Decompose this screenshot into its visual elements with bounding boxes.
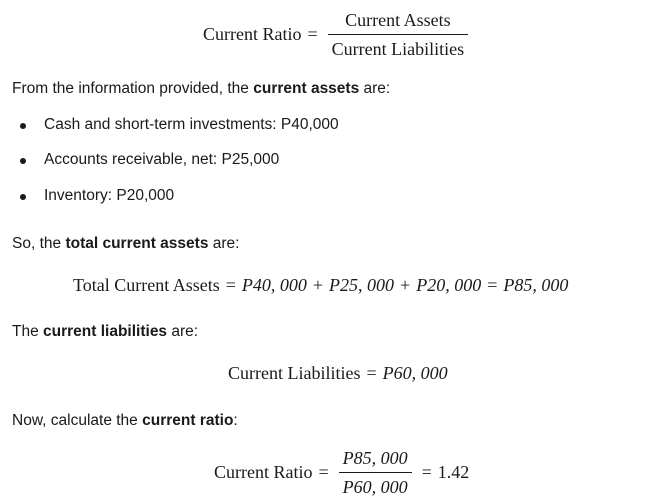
equals-sign: = xyxy=(307,24,318,44)
current-ratio-formula xyxy=(203,9,472,60)
total-eq-lhs: Total Current Assets xyxy=(73,274,220,295)
equals-sign: = xyxy=(366,362,377,383)
list-item-label: Accounts receivable, net: P25,000 xyxy=(44,151,280,168)
intro-prefix: From the information provided, the xyxy=(12,80,254,97)
current-assets-intro xyxy=(12,79,390,99)
calc-intro-suffix: : xyxy=(233,412,238,429)
liab-value: P60, 000 xyxy=(382,362,448,383)
liabilities-equation xyxy=(228,361,448,385)
ratio-result: 1.42 xyxy=(437,462,470,482)
formula-numerator: Current Assets xyxy=(345,10,451,30)
list-item-label: Cash and short-term investments: P40,000 xyxy=(44,116,339,133)
formula-fraction xyxy=(328,9,468,60)
term-receivables: P25, 000 xyxy=(329,274,395,295)
bullet-icon xyxy=(20,194,26,200)
calc-intro-prefix: Now, calculate the xyxy=(12,412,143,429)
equals-sign: = xyxy=(421,462,432,482)
liab-eq-lhs: Current Liabilities xyxy=(228,362,361,383)
total-result: P85, 000 xyxy=(503,274,569,295)
equals-sign: = xyxy=(487,274,498,295)
total-assets-intro xyxy=(12,234,239,254)
ratio-fraction xyxy=(339,447,412,498)
plus-sign: + xyxy=(400,274,411,295)
bullet-icon xyxy=(20,123,26,129)
total-intro-suffix: are: xyxy=(208,235,240,252)
equals-sign: = xyxy=(225,274,236,295)
list-item-label: Inventory: P20,000 xyxy=(44,187,175,204)
intro-suffix: are: xyxy=(359,80,391,97)
liabilities-intro xyxy=(12,322,198,342)
liab-intro-bold: current liabilities xyxy=(43,323,168,340)
formula-lhs: Current Ratio xyxy=(203,24,302,44)
formula-denominator: Current Liabilities xyxy=(331,39,465,59)
intro-bold: current assets xyxy=(253,80,360,97)
term-cash: P40, 000 xyxy=(241,274,307,295)
bullet-icon xyxy=(20,158,26,164)
ratio-denominator: P60, 000 xyxy=(342,477,408,497)
total-intro-bold: total current assets xyxy=(65,235,209,252)
equals-sign: = xyxy=(318,462,329,482)
total-intro-prefix: So, the xyxy=(12,235,66,252)
calc-eq-lhs: Current Ratio xyxy=(214,462,313,482)
calc-intro-bold: current ratio xyxy=(142,412,234,429)
plus-sign: + xyxy=(312,274,324,295)
ratio-numerator: P85, 000 xyxy=(342,448,408,468)
liab-intro-prefix: The xyxy=(12,323,44,340)
liab-intro-suffix: are: xyxy=(167,323,199,340)
total-assets-equation xyxy=(73,273,568,297)
calculate-intro xyxy=(12,411,238,431)
ratio-calculation-equation xyxy=(214,447,469,498)
term-inventory: P20, 000 xyxy=(416,274,482,295)
